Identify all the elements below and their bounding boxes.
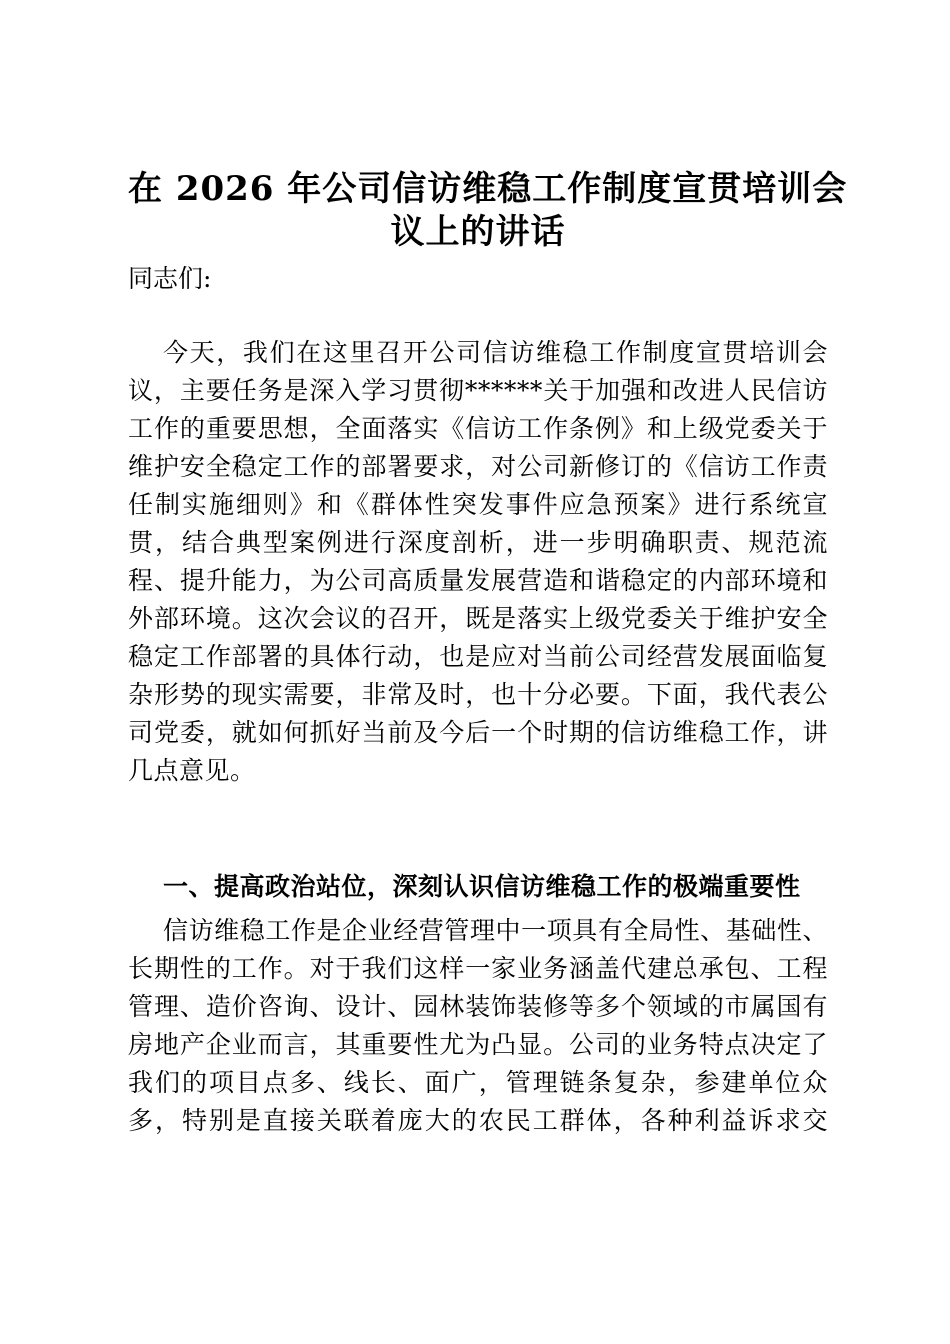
paragraph-line: 外部环境。这次会议的召开，既是落实上级党委关于维护安全	[128, 604, 828, 633]
paragraph-line: 司党委，就如何抓好当前及今后一个时期的信访维稳工作，讲	[128, 718, 828, 747]
section-heading-1: 一、提高政治站位，深刻认识信访维稳工作的极端重要性	[163, 872, 801, 901]
greeting: 同志们:	[128, 264, 212, 293]
paragraph-line: 房地产企业而言，其重要性尤为凸显。公司的业务特点决定了	[128, 1030, 828, 1059]
title-line-2: 议上的讲话	[390, 212, 566, 252]
paragraph-line: 程、提升能力，为公司高质量发展营造和谐稳定的内部环境和	[128, 566, 828, 595]
paragraph-section-1	[128, 912, 828, 1140]
paragraph-line: 几点意见。	[128, 756, 256, 785]
paragraph-line: 今天，我们在这里召开公司信访维稳工作制度宣贯培训会	[163, 338, 828, 367]
paragraph-line: 多，特别是直接关联着庞大的农民工群体，各种利益诉求交	[128, 1106, 828, 1135]
paragraph-intro	[128, 334, 828, 790]
paragraph-line: 我们的项目点多、线长、面广，管理链条复杂，参建单位众	[128, 1068, 828, 1097]
paragraph-line: 杂形势的现实需要，非常及时，也十分必要。下面，我代表公	[128, 680, 828, 709]
paragraph-line: 议，主要任务是深入学习贯彻******关于加强和改进人民信访	[128, 376, 828, 405]
document-title	[128, 168, 848, 254]
paragraph-line: 稳定工作部署的具体行动，也是应对当前公司经营发展面临复	[128, 642, 828, 671]
paragraph-line: 维护安全稳定工作的部署要求，对公司新修订的《信访工作责	[128, 452, 828, 481]
paragraph-line: 信访维稳工作是企业经营管理中一项具有全局性、基础性、	[163, 916, 828, 945]
paragraph-line: 长期性的工作。对于我们这样一家业务涵盖代建总承包、工程	[128, 954, 828, 983]
paragraph-line: 工作的重要思想，全面落实《信访工作条例》和上级党委关于	[128, 414, 828, 443]
paragraph-line: 管理、造价咨询、设计、园林装饰装修等多个领域的市属国有	[128, 992, 828, 1021]
paragraph-line: 任制实施细则》和《群体性突发事件应急预案》进行系统宣	[128, 490, 828, 519]
paragraph-line: 贯，结合典型案例进行深度剖析，进一步明确职责、规范流	[128, 528, 828, 557]
title-line-1: 在 2026 年公司信访维稳工作制度宣贯培训会	[128, 169, 848, 209]
